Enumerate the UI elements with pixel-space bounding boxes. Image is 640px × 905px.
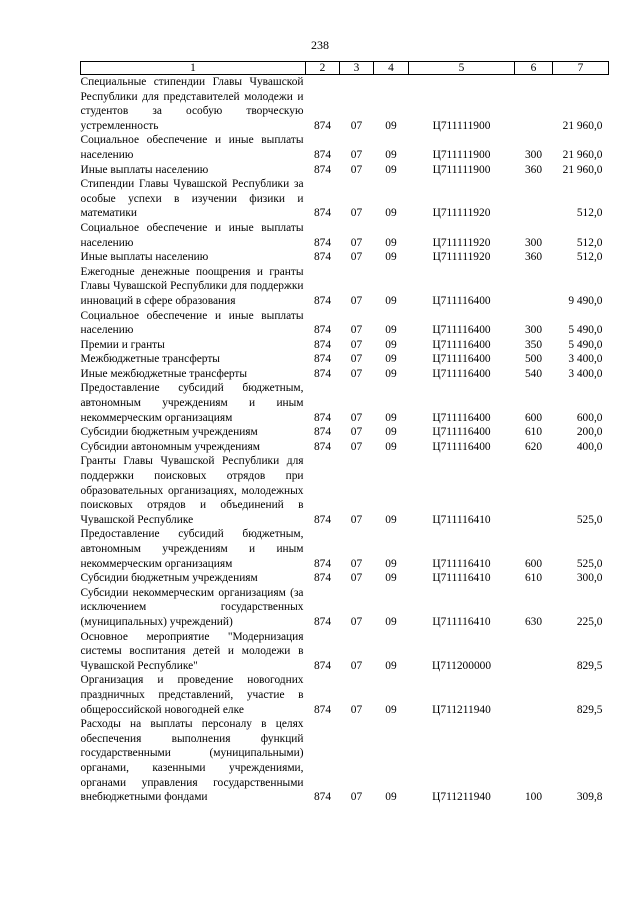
row-amount: 225,0 <box>576 615 603 628</box>
row-section: 07 <box>350 294 363 307</box>
row-name: Стипендии Главы Чувашской Республики за особые успехи в изучении физики и математики <box>80 178 304 220</box>
row-subsection: 09 <box>385 791 397 804</box>
row-name: Основное мероприятие "Модернизация системы воспитания детей и молодежи в Чувашской Республике" <box>80 630 304 672</box>
row-type: 630 <box>524 615 543 628</box>
row-type <box>515 673 553 717</box>
row-subsection: 09 <box>385 411 397 424</box>
row-amount: 512,0 <box>576 207 603 220</box>
row-section: 07 <box>350 659 363 672</box>
row-subsection: 09 <box>385 119 397 132</box>
row-section: 07 <box>350 251 363 264</box>
row-target: Ц711116400 <box>432 426 491 439</box>
row-type: 600 <box>524 557 543 570</box>
row-type: 300 <box>524 324 543 337</box>
row-target: Ц711111900 <box>432 163 491 176</box>
row-section: 07 <box>350 163 363 176</box>
row-code: 874 <box>313 207 332 220</box>
row-code: 874 <box>313 353 332 366</box>
row-amount: 5 490,0 <box>568 324 603 337</box>
row-section: 07 <box>350 367 363 380</box>
row-code: 874 <box>313 615 332 628</box>
row-type: 500 <box>524 353 543 366</box>
row-subsection: 09 <box>385 236 397 249</box>
row-target: Ц711116400 <box>432 294 491 307</box>
row-amount: 21 960,0 <box>562 148 603 161</box>
row-amount: 512,0 <box>576 236 603 249</box>
table-row <box>81 586 609 630</box>
row-code: 874 <box>313 703 332 716</box>
row-section: 07 <box>350 440 363 453</box>
row-subsection: 09 <box>385 353 397 366</box>
table-row <box>81 352 609 367</box>
row-target: Ц711116400 <box>432 440 491 453</box>
row-section: 07 <box>350 513 363 526</box>
row-subsection: 09 <box>385 703 397 716</box>
row-amount: 21 960,0 <box>562 119 603 132</box>
row-target: Ц711116410 <box>432 615 491 628</box>
row-name: Предоставление субсидий бюджетным, автономным учреждениям и иным некоммерческим организациям <box>80 382 304 424</box>
row-code: 874 <box>313 148 332 161</box>
row-code: 874 <box>313 440 332 453</box>
header-cell: 3 <box>340 62 374 75</box>
row-section: 07 <box>350 148 363 161</box>
row-code: 874 <box>313 791 332 804</box>
row-code: 874 <box>313 659 332 672</box>
row-subsection: 09 <box>385 163 397 176</box>
header-cell: 1 <box>81 62 306 75</box>
row-section: 07 <box>350 615 363 628</box>
row-amount: 512,0 <box>576 251 603 264</box>
row-type: 100 <box>524 791 543 804</box>
row-amount: 300,0 <box>576 572 603 585</box>
row-section: 07 <box>350 703 363 716</box>
row-subsection: 09 <box>385 440 397 453</box>
row-target: Ц711116400 <box>432 411 491 424</box>
row-section: 07 <box>350 338 363 351</box>
row-amount: 600,0 <box>576 411 603 424</box>
row-type: 350 <box>524 338 543 351</box>
header-cell: 6 <box>515 62 553 75</box>
row-type <box>515 177 553 221</box>
row-target: Ц711200000 <box>431 659 492 672</box>
row-code: 874 <box>313 513 332 526</box>
row-target: Ц711116410 <box>432 572 491 585</box>
row-amount: 3 400,0 <box>568 367 603 380</box>
row-section: 07 <box>350 119 363 132</box>
table-header <box>81 62 609 75</box>
table-row <box>81 367 609 382</box>
row-target: Ц711211940 <box>432 703 491 716</box>
row-code: 874 <box>313 324 332 337</box>
row-target: Ц711116410 <box>432 513 491 526</box>
row-amount: 525,0 <box>576 513 603 526</box>
row-target: Ц711116400 <box>432 367 491 380</box>
row-type <box>515 265 553 309</box>
row-name: Ежегодные денежные поощрения и гранты Главы Чувашской Республики для поддержки инноваций в сфере образования <box>80 265 304 307</box>
table-row <box>81 221 609 250</box>
row-name: Социальное обеспечение и иные выплаты населению <box>80 221 304 249</box>
row-code: 874 <box>313 251 332 264</box>
row-code: 874 <box>313 557 332 570</box>
row-name: Премии и гранты <box>80 338 165 351</box>
row-type: 300 <box>524 148 543 161</box>
row-section: 07 <box>350 411 363 424</box>
row-name: Социальное обеспечение и иные выплаты населению <box>80 309 304 337</box>
row-section: 07 <box>350 791 363 804</box>
row-type <box>515 630 553 674</box>
header-cell: 4 <box>374 62 409 75</box>
row-amount: 829,5 <box>576 703 603 716</box>
row-name: Гранты Главы Чувашской Республики для поддержки поисковых отрядов при образовательных организациях, молодежных поисковых отрядов и объединений в Чувашской Республике <box>80 455 304 526</box>
table-row <box>81 133 609 162</box>
row-section: 07 <box>350 236 363 249</box>
row-target: Ц711116400 <box>432 353 491 366</box>
row-name: Специальные стипендии Главы Чувашской Республики для представителей молодежи и студентов за особую творческую устремленность <box>80 76 304 132</box>
row-target: Ц711211940 <box>432 791 491 804</box>
row-name: Социальное обеспечение и иные выплаты населению <box>80 134 304 161</box>
row-amount: 9 490,0 <box>568 294 603 307</box>
row-section: 07 <box>350 207 363 220</box>
table-row <box>81 630 609 674</box>
row-subsection: 09 <box>385 572 397 585</box>
row-code: 874 <box>313 572 332 585</box>
row-code: 874 <box>313 294 332 307</box>
table-row <box>81 717 609 805</box>
row-subsection: 09 <box>385 148 397 161</box>
row-type <box>515 454 553 527</box>
table-row <box>81 250 609 265</box>
header-cell: 2 <box>306 62 340 75</box>
page-number: 238 <box>311 38 329 52</box>
row-code: 874 <box>313 338 332 351</box>
row-type: 300 <box>524 236 543 249</box>
row-target: Ц711116400 <box>432 338 491 351</box>
table-row <box>81 454 609 527</box>
row-type: 610 <box>524 572 543 585</box>
table-row <box>81 163 609 178</box>
row-subsection: 09 <box>385 557 397 570</box>
row-type: 600 <box>524 411 543 424</box>
row-subsection: 09 <box>385 338 397 351</box>
row-amount: 309,8 <box>576 791 603 804</box>
row-subsection: 09 <box>385 659 397 672</box>
row-section: 07 <box>350 324 363 337</box>
row-name: Межбюджетные трансферты <box>80 353 220 366</box>
budget-table <box>80 61 609 805</box>
row-amount: 200,0 <box>576 426 603 439</box>
table-row <box>81 440 609 455</box>
row-type: 620 <box>524 440 543 453</box>
row-subsection: 09 <box>385 251 397 264</box>
header-cell: 5 <box>409 62 515 75</box>
row-section: 07 <box>350 572 363 585</box>
row-name: Субсидии автономным учреждениям <box>80 440 260 453</box>
row-section: 07 <box>350 557 363 570</box>
row-name: Субсидии бюджетным учреждениям <box>80 572 258 585</box>
table-row <box>81 673 609 717</box>
table-row <box>81 75 609 134</box>
row-type: 540 <box>524 367 543 380</box>
row-target: Ц711111920 <box>432 236 491 249</box>
row-target: Ц711116410 <box>432 557 491 570</box>
row-type <box>515 75 553 134</box>
table-row <box>81 527 609 571</box>
row-target: Ц711111900 <box>432 148 491 161</box>
row-name: Иные межбюджетные трансферты <box>80 367 248 380</box>
row-type: 360 <box>524 251 543 264</box>
row-amount: 400,0 <box>576 440 603 453</box>
row-name: Организация и проведение новогодних праздничных представлений, участие в общероссийской новогодней елке <box>80 674 304 716</box>
row-target: Ц711111920 <box>432 207 491 220</box>
row-subsection: 09 <box>385 324 397 337</box>
row-code: 874 <box>313 426 332 439</box>
table-row <box>81 265 609 309</box>
row-target: Ц711111920 <box>432 251 491 264</box>
row-name: Иные выплаты населению <box>80 251 209 264</box>
row-code: 874 <box>313 367 332 380</box>
row-amount: 21 960,0 <box>562 163 603 176</box>
row-amount: 3 400,0 <box>568 353 603 366</box>
row-name: Субсидии бюджетным учреждениям <box>80 426 258 439</box>
table-row <box>81 425 609 440</box>
row-amount: 5 490,0 <box>568 338 603 351</box>
row-subsection: 09 <box>385 513 397 526</box>
row-code: 874 <box>313 411 332 424</box>
row-target: Ц711116400 <box>432 324 491 337</box>
header-cell: 7 <box>553 62 609 75</box>
row-target: Ц711111900 <box>432 119 491 132</box>
row-type: 610 <box>524 426 543 439</box>
row-code: 874 <box>313 119 332 132</box>
table-row <box>81 571 609 586</box>
row-subsection: 09 <box>385 294 397 307</box>
row-subsection: 09 <box>385 615 397 628</box>
row-subsection: 09 <box>385 207 397 220</box>
row-code: 874 <box>313 163 332 176</box>
row-type: 360 <box>524 163 543 176</box>
table-row <box>81 309 609 338</box>
row-section: 07 <box>350 426 363 439</box>
row-subsection: 09 <box>385 367 397 380</box>
table-row <box>81 381 609 425</box>
row-code: 874 <box>313 236 332 249</box>
row-name: Расходы на выплаты персоналу в целях обеспечения выполнения функций государственными (муниципальными) органами, казенными учреждениями, органами управления государственными внебюджетными фондами <box>80 718 304 804</box>
table-row <box>81 338 609 353</box>
row-subsection: 09 <box>385 426 397 439</box>
row-name: Субсидии некоммерческим организациям (за исключением государственных (муниципальных) учреждений) <box>80 586 304 628</box>
row-name: Предоставление субсидий бюджетным, автономным учреждениям и иным некоммерческим организациям <box>80 528 304 570</box>
row-amount: 525,0 <box>576 557 603 570</box>
row-section: 07 <box>350 353 363 366</box>
row-name: Иные выплаты населению <box>80 163 209 176</box>
row-amount: 829,5 <box>576 659 603 672</box>
table-body <box>81 75 609 805</box>
table-row <box>81 177 609 221</box>
